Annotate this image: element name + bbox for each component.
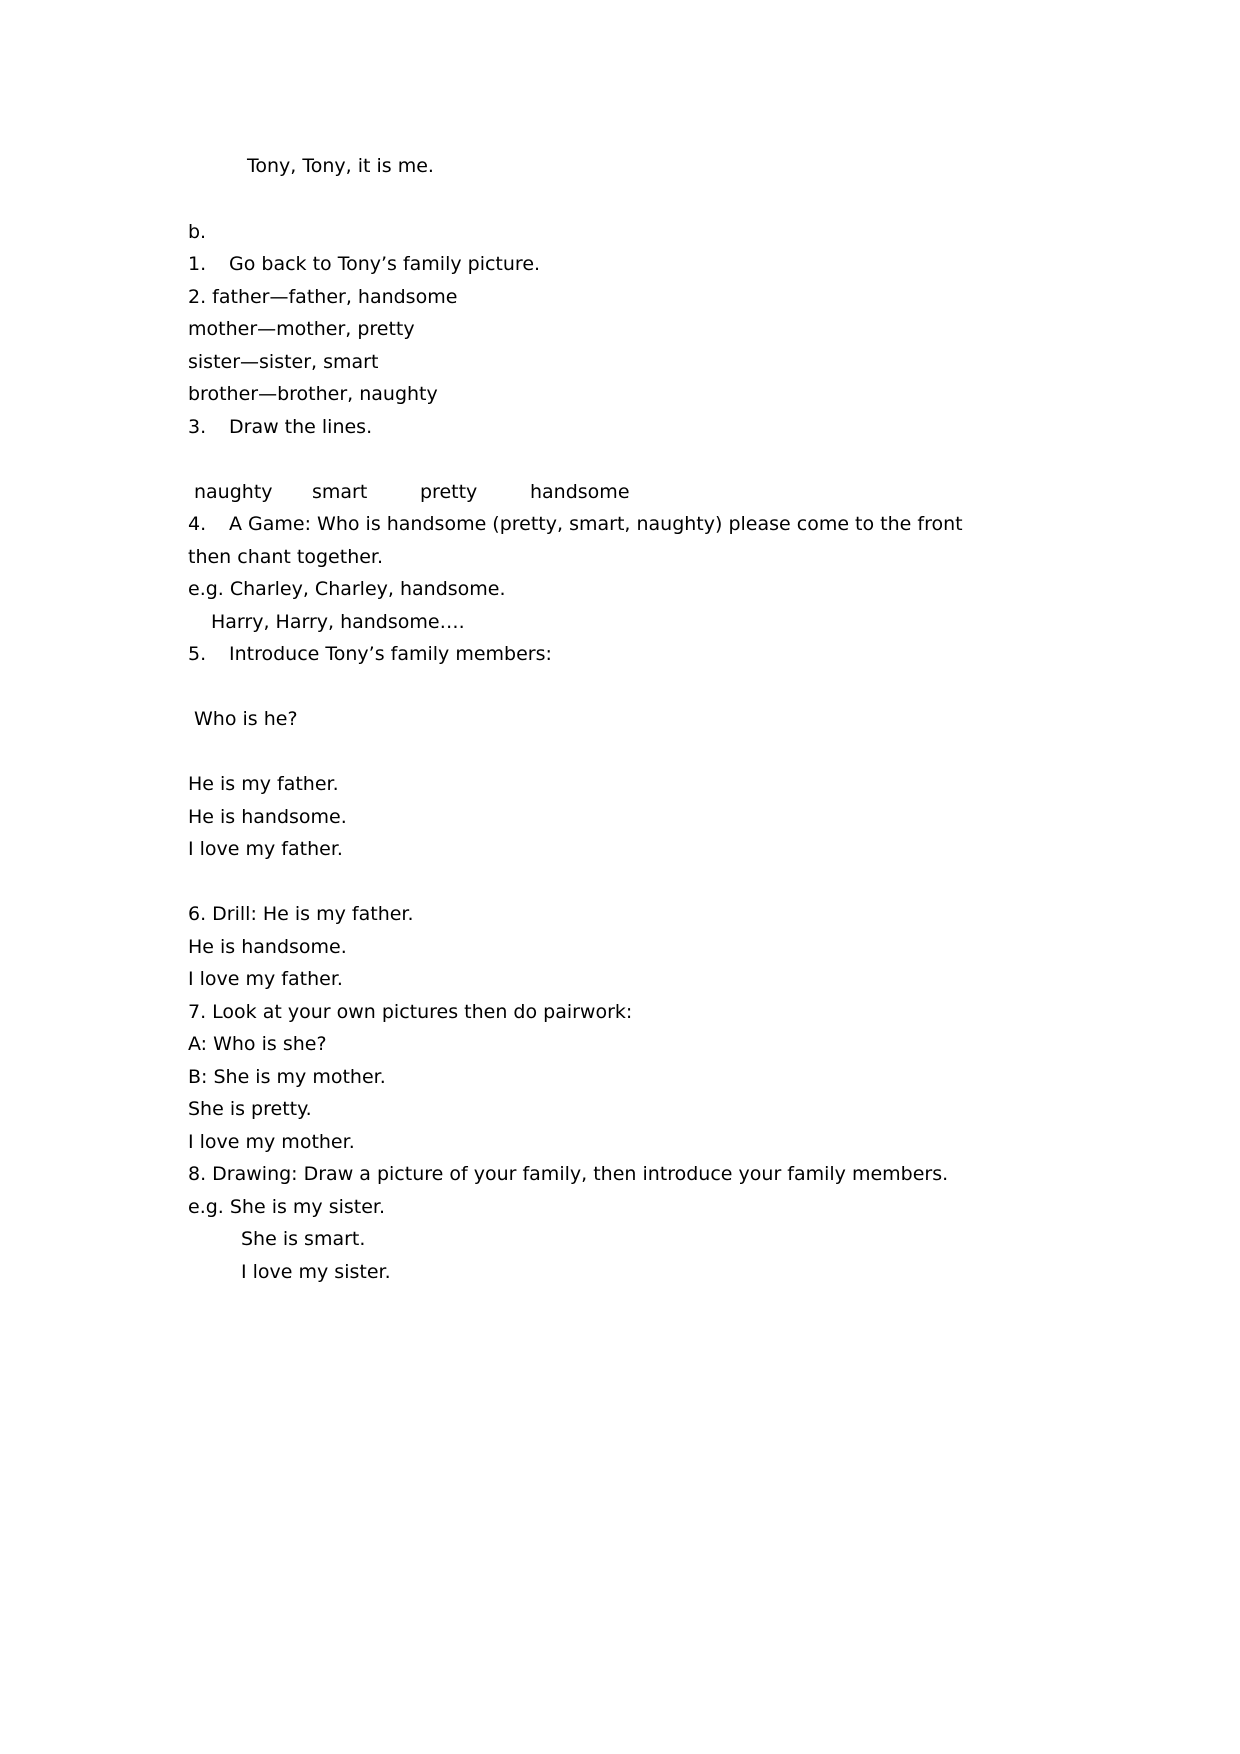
step-1-number: 1. bbox=[188, 253, 207, 275]
section-b-label: b. bbox=[188, 221, 207, 243]
pairwork-a: A: Who is she? bbox=[188, 1033, 327, 1055]
step-1-text: Go back to Tony’s family picture. bbox=[229, 253, 541, 275]
step-2-mother: mother—mother, pretty bbox=[188, 318, 415, 340]
step-3-text: Draw the lines. bbox=[229, 416, 373, 438]
step-6-line-3: I love my father. bbox=[188, 968, 343, 990]
step-2-father: 2. father—father, handsome bbox=[188, 286, 458, 308]
step-2-brother: brother—brother, naughty bbox=[188, 383, 438, 405]
step-4-text: A Game: Who is handsome (pretty, smart, naughty) please come to the front bbox=[229, 513, 963, 535]
step-8-example-2: She is smart. bbox=[241, 1228, 366, 1250]
step-5-text: Introduce Tony’s family members: bbox=[229, 643, 552, 665]
step-1 bbox=[188, 252, 540, 276]
word-pretty: pretty bbox=[420, 481, 478, 503]
step-4-example-2: Harry, Harry, handsome…. bbox=[211, 611, 465, 633]
pairwork-b-2: She is pretty. bbox=[188, 1098, 312, 1120]
step-7: 7. Look at your own pictures then do pairwork: bbox=[188, 1001, 633, 1023]
word-smart: smart bbox=[312, 481, 368, 503]
word-naughty: naughty bbox=[194, 481, 273, 503]
step-8: 8. Drawing: Draw a picture of your family, then introduce your family members. bbox=[188, 1163, 949, 1185]
step-8-example: e.g. She is my sister. bbox=[188, 1196, 386, 1218]
step-8-example-3: I love my sister. bbox=[241, 1261, 391, 1283]
step-4-example: e.g. Charley, Charley, handsome. bbox=[188, 578, 506, 600]
answer-line-1: He is my father. bbox=[188, 773, 339, 795]
answer-line-2: He is handsome. bbox=[188, 806, 347, 828]
step-4-continued: then chant together. bbox=[188, 546, 384, 568]
word-handsome: handsome bbox=[530, 481, 630, 503]
word-bank bbox=[188, 480, 688, 504]
step-5 bbox=[188, 642, 552, 666]
step-6-line-2: He is handsome. bbox=[188, 936, 347, 958]
step-2-sister: sister—sister, smart bbox=[188, 351, 379, 373]
step-3-number: 3. bbox=[188, 416, 207, 438]
step-4 bbox=[188, 512, 963, 536]
step-3 bbox=[188, 415, 372, 439]
pairwork-b-3: I love my mother. bbox=[188, 1131, 355, 1153]
step-4-number: 4. bbox=[188, 513, 207, 535]
pairwork-b: B: She is my mother. bbox=[188, 1066, 386, 1088]
question-who-is-he: Who is he? bbox=[194, 708, 298, 730]
step-5-number: 5. bbox=[188, 643, 207, 665]
step-6: 6. Drill: He is my father. bbox=[188, 903, 414, 925]
chant-line: Tony, Tony, it is me. bbox=[247, 155, 434, 177]
answer-line-3: I love my father. bbox=[188, 838, 343, 860]
